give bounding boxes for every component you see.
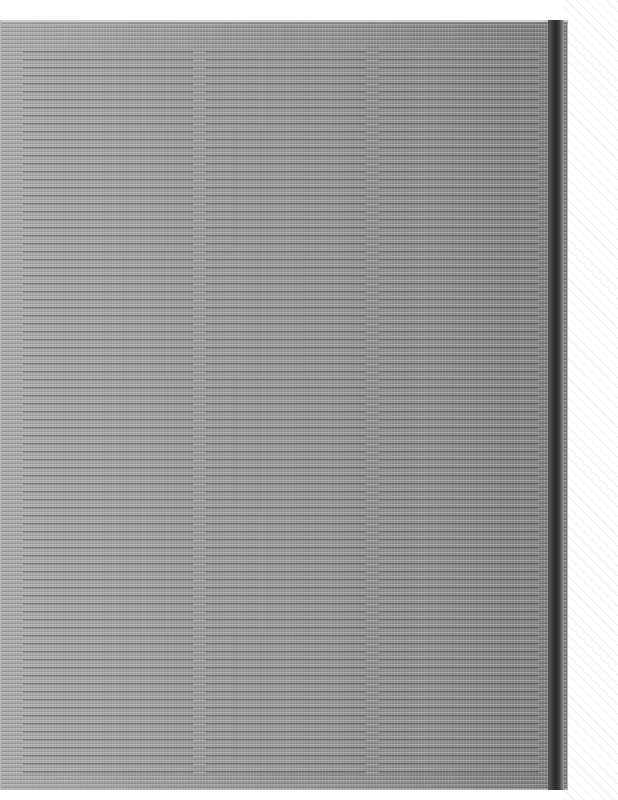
page-edge-shadow bbox=[548, 20, 564, 790]
text-column-right bbox=[379, 46, 539, 773]
scanned-page bbox=[0, 20, 568, 790]
page-margin bbox=[564, 0, 618, 800]
text-column-left bbox=[23, 46, 193, 773]
text-column-middle bbox=[206, 46, 366, 773]
